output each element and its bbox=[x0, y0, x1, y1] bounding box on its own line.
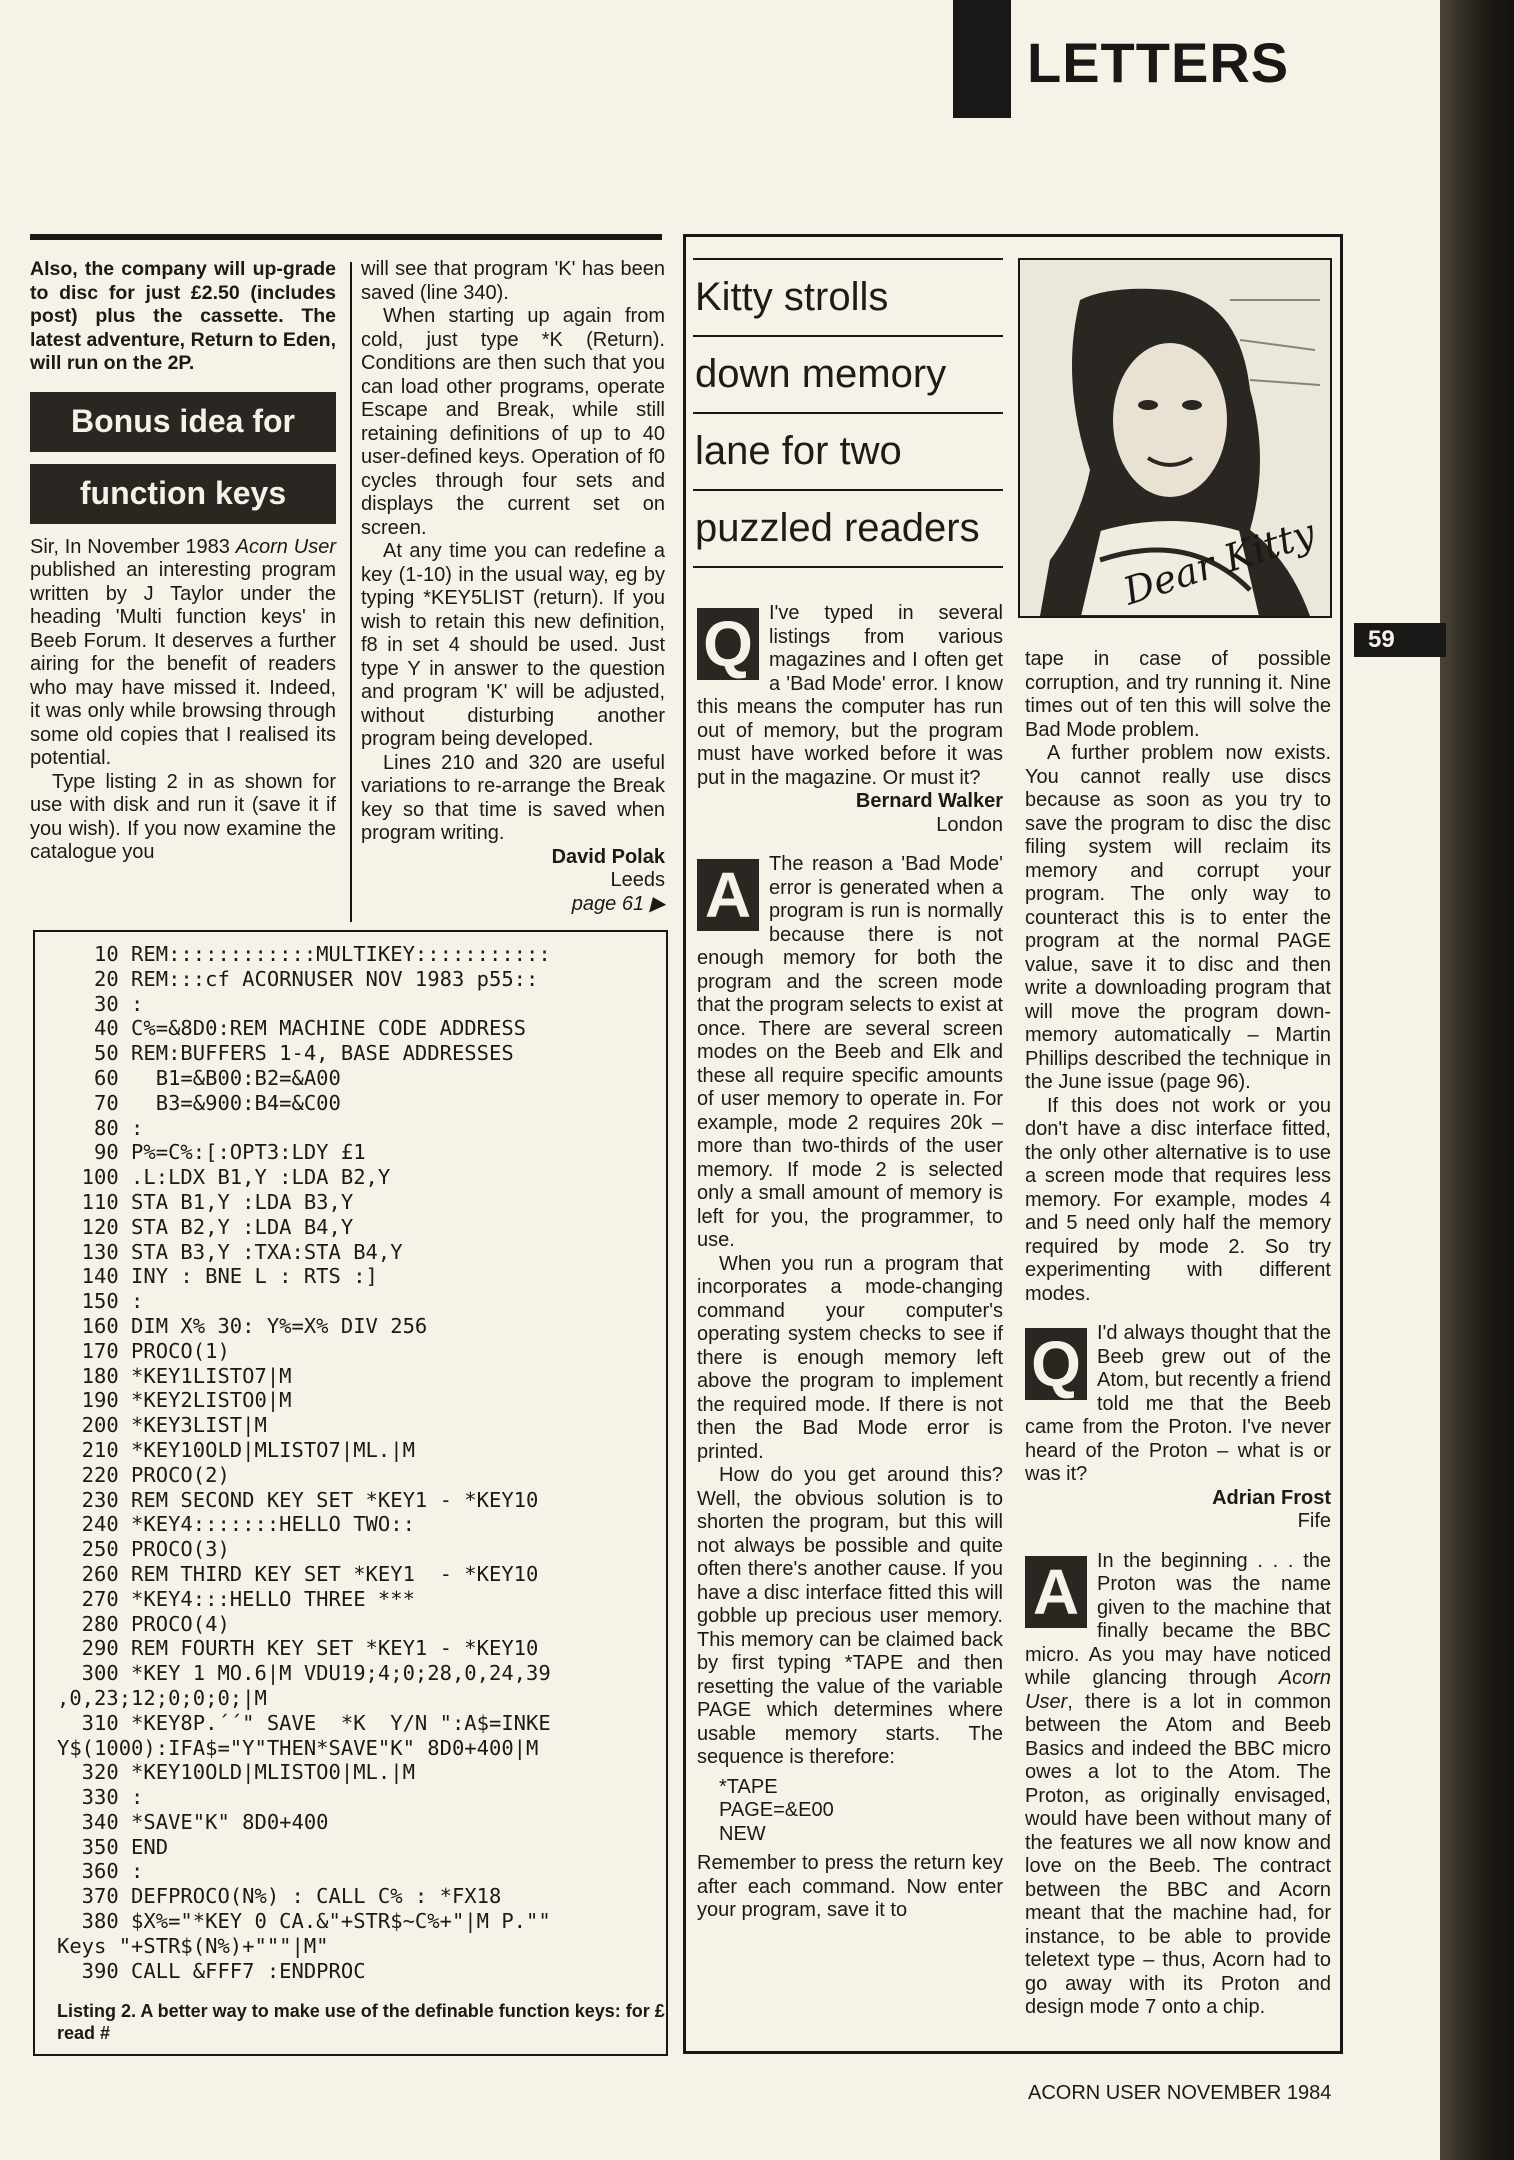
question-2-signature: Adrian Frost bbox=[1212, 1486, 1331, 1509]
answer-text: The reason a 'Bad Mode' error is generated when a program is run is normally because there is not enough memory for both the program and the screen mode that the program selects to exist at once. There are several screen modes on the Beeb and Elk and these all require specific amounts of user memory to operate in. For example, mode 2 requires 20k – more than two-thirds of the user memory. If mode 2 is selected only a small amount of memory is left for you, the programmer, to use. bbox=[697, 853, 1003, 1251]
answer-text: , there is a lot in common between the Atom and Beeb Basics and indeed the BBC micro owes a lot to the Atom. The Proton, as originally envisaged, would have been without many of the features we all now know and love on the Beeb. The contract between the BBC and Acorn meant that the machine had, for instance, to be able to provide teletext type – thus, Acorn had to go away with its Proton and design mode 7 onto a chip. bbox=[1025, 1690, 1331, 2018]
intro-paragraph: Also, the company will up-grade to disc for just £2.50 (includes post) plus the cassette. The latest adventure, Return to Eden, will run on the 2P. bbox=[30, 258, 336, 374]
headline-line: down memory bbox=[693, 335, 1003, 412]
column-2 bbox=[361, 258, 665, 916]
banner-heading-2: function keys bbox=[30, 464, 336, 524]
answer-2 bbox=[1025, 1550, 1331, 2020]
a-drop-letter: A bbox=[697, 859, 759, 931]
code-line: 140 INY : BNE L : RTS :] bbox=[57, 1264, 378, 1289]
question-2 bbox=[1025, 1322, 1331, 1487]
paragraph: When starting up again from cold, just type *K (Return). Conditions are then such that you can load other programs, operate Escape and Break, while still retaining definitions of up to 40 user-defined keys. Operation of f0 cycles through four sets and displays the current set on screen. bbox=[361, 305, 665, 539]
code-line: 170 PROCO(1) bbox=[57, 1338, 230, 1363]
code-line: 230 REM SECOND KEY SET *KEY1 - *KEY10 bbox=[57, 1487, 539, 1512]
code-line: 280 PROCO(4) bbox=[57, 1611, 230, 1636]
code-line: 80 : bbox=[57, 1115, 144, 1140]
code-listing bbox=[57, 942, 667, 1983]
answer-text: In the beginning . . . the Proton was the name given to the machine that finally became the BBC micro. As you may have noticed while glancing through bbox=[1025, 1549, 1331, 1689]
code-line: 180 *KEY1LISTO7|M bbox=[57, 1363, 292, 1388]
code-line: 240 *KEY4:::::::HELLO TWO:: bbox=[57, 1512, 415, 1537]
code-listing-box bbox=[33, 930, 668, 2056]
paragraph: How do you get around this? Well, the obvious solution is to shorten the program, but this will not always be possible and quite often there's another cause. If you have a disc interface fitted this will gobble up precious user memory. This memory can be claimed back by first typing *TAPE and then resetting the value of the variable PAGE which determines where usable memory starts. The sequence is therefore: bbox=[697, 1464, 1003, 1768]
code-line: 120 STA B2,Y :LDA B4,Y bbox=[57, 1214, 354, 1239]
q-drop-letter: Q bbox=[697, 608, 759, 680]
paragraph: At any time you can redefine a key (1-10) in the usual way, eg by typing *KEY5LIST (return). If you wish to retain this new definition, f8 in set 4 should be used. Just type Y in answer to the question and program 'K' will be adjusted, without disturbing another program being developed. bbox=[361, 540, 665, 750]
q-drop-letter: Q bbox=[1025, 1328, 1087, 1400]
code-line: 290 REM FOURTH KEY SET *KEY1 - *KEY10 bbox=[57, 1636, 539, 1661]
headline-line: lane for two bbox=[693, 412, 1003, 489]
paragraph: Type listing 2 in as shown for use with disk and run it (save it if you wish). If you now examine the catalogue you bbox=[30, 770, 336, 863]
a-drop-letter: A bbox=[1025, 1556, 1087, 1628]
command-line: NEW bbox=[719, 1822, 766, 1845]
command-list bbox=[697, 1776, 1003, 1847]
code-line: 390 CALL &FFF7 :ENDPROC bbox=[57, 1958, 366, 1983]
question-text: I've typed in several listings from various magazines and I often get a 'Bad Mode' error. I know this means the computer has run out of memory, but the program must have worked before it was put in the magazine. Or must it? bbox=[697, 602, 1003, 789]
code-line: 360 : bbox=[57, 1859, 144, 1884]
question-1-location: London bbox=[936, 813, 1003, 836]
code-line: ,0,23;12;0;0;0;|M bbox=[57, 1685, 267, 1710]
question-text: I'd always thought that the Beeb grew out of the Atom, but recently a friend told me that the Beeb came from the Proton. I've never heard of the Proton – what is or was it? bbox=[1025, 1322, 1331, 1485]
question-1 bbox=[697, 602, 1003, 790]
paragraph: will see that program 'K' has been saved (line 340). bbox=[361, 258, 665, 304]
continued-link: page 61 ▶ bbox=[571, 892, 665, 915]
banner-heading-1: Bonus idea for bbox=[30, 392, 336, 452]
code-line: 110 STA B1,Y :LDA B3,Y bbox=[57, 1189, 354, 1214]
paragraph bbox=[30, 536, 336, 771]
code-line: 130 STA B3,Y :TXA:STA B4,Y bbox=[57, 1239, 403, 1264]
paragraph: If this does not work or you don't have a disc interface fitted, the only other alternative is to use a screen mode that requires less memory. For example, modes 4 and 5 need only half the memory required by mode 2. So try experimenting with different modes. bbox=[1025, 1094, 1331, 1305]
code-line: 260 REM THIRD KEY SET *KEY1 - *KEY10 bbox=[57, 1561, 539, 1586]
code-line: 340 *SAVE"K" 8D0+400 bbox=[57, 1809, 329, 1834]
section-title: LETTERS bbox=[1027, 31, 1290, 94]
header-block bbox=[953, 0, 1011, 118]
command-line: *TAPE bbox=[719, 1775, 778, 1798]
kitty-photo bbox=[1018, 258, 1332, 618]
code-line: 40 C%=&8D0:REM MACHINE CODE ADDRESS bbox=[57, 1016, 526, 1041]
signature-location: Leeds bbox=[610, 869, 665, 891]
signature: David Polak bbox=[551, 845, 665, 868]
feature-headline bbox=[693, 258, 1003, 568]
code-line: 20 REM:::cf ACORNUSER NOV 1983 p55:: bbox=[57, 966, 539, 991]
answer-1 bbox=[697, 853, 1003, 1253]
code-line: 60 B1=&B00:B2=&A00 bbox=[57, 1065, 341, 1090]
code-line: 70 B3=&900:B4=&C00 bbox=[57, 1090, 341, 1115]
code-line: 10 REM::::::::::::MULTIKEY::::::::::: bbox=[57, 942, 551, 966]
magazine-name: Acorn User bbox=[235, 535, 336, 558]
question-1-signature: Bernard Walker bbox=[855, 790, 1003, 812]
code-line: 190 *KEY2LISTO0|M bbox=[57, 1388, 292, 1413]
code-line: 160 DIM X% 30: Y%=X% DIV 256 bbox=[57, 1313, 428, 1338]
code-line: Keys "+STR$(N%)+"""|M" bbox=[57, 1933, 329, 1958]
feature-column-a bbox=[697, 602, 1003, 1923]
code-line: 300 *KEY 1 MO.6|M VDU19;4;0;28,0,24,39 bbox=[57, 1661, 551, 1686]
paragraph: Remember to press the return key after each command. Now enter your program, save it to bbox=[697, 1852, 1003, 1921]
code-line: Y$(1000):IFA$="Y"THEN*SAVE"K" 8D0+400|M bbox=[57, 1735, 539, 1760]
code-line: 320 *KEY10OLD|MLISTO0|ML.|M bbox=[57, 1760, 415, 1785]
page-number: 59 bbox=[1354, 623, 1446, 657]
headline-line: puzzled readers bbox=[693, 489, 1003, 568]
code-line: 150 : bbox=[57, 1289, 144, 1314]
footer-text: ACORN USER NOVEMBER 1984 bbox=[1028, 2082, 1332, 2104]
code-line: 330 : bbox=[57, 1785, 144, 1810]
code-line: 270 *KEY4:::HELLO THREE *** bbox=[57, 1586, 415, 1611]
column-1 bbox=[30, 258, 336, 865]
code-line: 250 PROCO(3) bbox=[57, 1537, 230, 1562]
code-line: 50 REM:BUFFERS 1-4, BASE ADDRESSES bbox=[57, 1041, 514, 1066]
code-line: 220 PROCO(2) bbox=[57, 1462, 230, 1487]
top-rule bbox=[30, 234, 662, 240]
code-line: 350 END bbox=[57, 1834, 169, 1859]
question-2-location: Fife bbox=[1297, 1510, 1331, 1532]
paragraph: A further problem now exists. You cannot really use discs because as soon as you try to save the program to disc the disc filing system will reclaim its memory and corrupt your program. The only way to counteract this is to enter the program at the normal PAGE value, save it to disc and then write a downloading program that will move the program down-memory automatically – Martin Phillips described the technique in the June issue (page 96). bbox=[1025, 742, 1331, 1093]
code-line: 30 : bbox=[57, 991, 144, 1016]
text-span: Sir, In November 1983 bbox=[30, 535, 236, 558]
code-line: 200 *KEY3LIST|M bbox=[57, 1413, 267, 1438]
code-line: 90 P%=C%:[:OPT3:LDY £1 bbox=[57, 1140, 366, 1165]
code-line: 380 $X%="*KEY 0 CA.&"+STR$~C%+"|M P."" bbox=[57, 1909, 551, 1934]
code-line: 310 *KEY8P.´´" SAVE *K Y/N ":A$=INKE bbox=[57, 1710, 551, 1735]
code-line: 370 DEFPROCO(N%) : CALL C% : *FX18 bbox=[57, 1884, 502, 1909]
column-divider bbox=[350, 262, 352, 922]
paragraph: Lines 210 and 320 are useful variations to re-arrange the Break key so that time is saved when program writing. bbox=[361, 751, 665, 844]
text-span: published an interesting program written by J Taylor under the heading 'Multi function keys' in Beeb Forum. It deserves a further airing for the benefit of readers who may have missed it. Indeed, it was only while browsing through some old copies that I realised its potential. bbox=[30, 559, 336, 769]
feature-column-b bbox=[1025, 648, 1331, 2020]
page-spine bbox=[1440, 0, 1514, 2160]
command-line: PAGE=&E00 bbox=[719, 1799, 834, 1821]
headline-line: Kitty strolls bbox=[693, 258, 1003, 335]
code-line: 100 .L:LDX B1,Y :LDA B2,Y bbox=[57, 1165, 391, 1190]
magazine-name: Acorn User bbox=[1025, 1667, 1331, 1713]
photo-caption: Dear Kitty bbox=[1118, 510, 1321, 614]
code-line: 210 *KEY10OLD|MLISTO7|ML.|M bbox=[57, 1437, 415, 1462]
listing-caption: Listing 2. A better way to make use of the definable function keys: for £ read # bbox=[57, 2001, 665, 2043]
paragraph: When you run a program that incorporates a mode-changing command your computer's operating system checks to see if there is enough memory left above the program to implement the required mode. If there is not then the Bad Mode error is printed. bbox=[697, 1252, 1003, 1463]
paragraph: tape in case of possible corruption, and try running it. Nine times out of ten this will solve the Bad Mode problem. bbox=[1025, 648, 1331, 741]
